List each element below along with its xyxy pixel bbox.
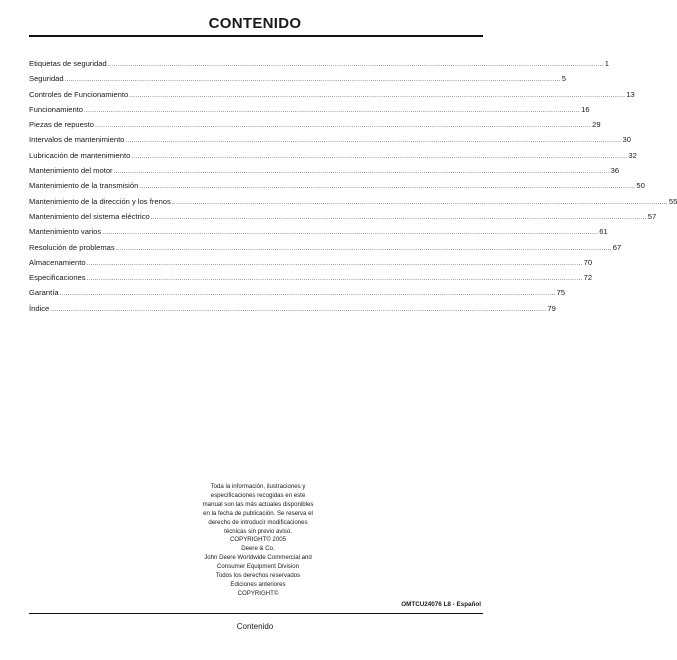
toc-entry-controles-de-funcionamiento[interactable]	[29, 89, 635, 105]
toc-page-number: 30	[622, 135, 631, 145]
toc-entry-garantia[interactable]	[29, 288, 566, 303]
title-rule	[29, 35, 483, 37]
toc-page-number: 72	[583, 273, 593, 283]
notice-line: manual son las más actuales disponibles	[202, 500, 314, 508]
toc-leader-dots: ................................................................................................................................................................................................................................................	[59, 291, 556, 298]
copyright-notice	[178, 483, 338, 599]
notice-line: COPYRIGHT©	[237, 589, 279, 597]
toc-leader-dots: ................................................................................................................................................................................................................................................	[129, 92, 626, 99]
toc-label: Mantenimiento de la dirección y los frenos	[29, 196, 171, 206]
toc-page-number: 67	[612, 242, 622, 252]
toc-leader-dots: ................................................................................................................................................................................................................................................	[113, 169, 610, 176]
toc-leader-dots: ................................................................................................................................................................................................................................................	[139, 184, 636, 191]
toc-leader-dots: ................................................................................................................................................................................................................................................	[131, 153, 628, 160]
page-footer: Contenido	[236, 622, 274, 631]
toc-page-number: 5	[561, 74, 566, 84]
toc-label: Lubricación de mantenimiento	[29, 150, 131, 160]
toc-label: Índice	[29, 303, 50, 313]
toc-entry-funcionamiento[interactable]	[29, 104, 590, 120]
toc-page-number: 70	[583, 257, 593, 267]
toc-entry-indice[interactable]	[29, 303, 556, 319]
toc-leader-dots: ................................................................................................................................................................................................................................................	[86, 276, 583, 283]
notice-line: Toda la información, ilustraciones y	[210, 483, 306, 490]
toc-page-number: 50	[636, 181, 645, 191]
toc-page-number: 61	[599, 227, 608, 237]
toc-page-number: 1	[604, 59, 609, 68]
footer-rule	[29, 613, 483, 614]
toc-page-number: 79	[547, 303, 556, 313]
toc-leader-dots: ................................................................................................................................................................................................................................................	[150, 214, 647, 221]
notice-line: Todos los derechos reservados	[215, 572, 301, 580]
toc-leader-dots: ................................................................................................................................................................................................................................................	[64, 77, 561, 84]
toc-entry-intervalos-de-mantenimiento[interactable]	[29, 135, 631, 150]
toc-leader-dots: ................................................................................................................................................................................................................................................	[125, 138, 622, 145]
toc-leader-dots: ................................................................................................................................................................................................................................................	[50, 306, 547, 313]
toc-entry-especificaciones[interactable]	[29, 273, 593, 288]
toc-entry-mantenimiento-direccion-frenos[interactable]	[29, 196, 677, 212]
toc-leader-dots: ................................................................................................................................................................................................................................................	[84, 107, 581, 114]
toc-leader-dots: ................................................................................................................................................................................................................................................	[86, 260, 583, 267]
toc-page-number: 32	[628, 150, 637, 160]
toc-leader-dots: ................................................................................................................................................................................................................................................	[171, 199, 668, 206]
toc-page-number: 13	[626, 89, 635, 99]
toc-leader-dots: ................................................................................................................................................................................................................................................	[102, 230, 599, 237]
toc-page-number: 36	[610, 166, 620, 176]
toc-page-number: 55	[668, 196, 677, 206]
toc-label: Garantía	[29, 288, 59, 298]
notice-line: Consumer Equipment Division	[217, 563, 299, 571]
notice-line: derecho de introducir modificaciones	[208, 518, 308, 526]
toc-entry-seguridad[interactable]	[29, 74, 566, 89]
toc-label: Controles de Funcionamiento	[29, 89, 129, 99]
notice-line: COPYRIGHT© 2005	[230, 536, 286, 544]
toc-label: Almacenamiento	[29, 257, 86, 267]
toc-page-number: 29	[592, 120, 601, 130]
table-of-contents	[29, 59, 677, 319]
page-title: CONTENIDO	[208, 15, 302, 32]
toc-entry-mantenimiento-del-motor[interactable]	[29, 166, 620, 181]
toc-page-number: 75	[556, 288, 566, 298]
toc-entry-resolucion-de-problemas[interactable]	[29, 242, 622, 258]
notice-line: Ediciones anteriores	[230, 580, 286, 588]
toc-leader-dots: ................................................................................................................................................................................................................................................	[107, 62, 604, 68]
toc-label: Funcionamiento	[29, 104, 84, 114]
toc-label: Mantenimiento de la transmisión	[29, 181, 139, 191]
toc-entry-mantenimiento-sistema-electrico[interactable]	[29, 211, 657, 227]
toc-page-number: 16	[581, 104, 590, 114]
toc-label: Intervalos de mantenimiento	[29, 135, 125, 145]
toc-label: Etiquetas de seguridad	[29, 59, 107, 68]
toc-entry-mantenimiento-de-la-transmision[interactable]	[29, 181, 645, 196]
toc-label: Especificaciones	[29, 273, 86, 283]
toc-label: Mantenimiento varios	[29, 227, 102, 237]
toc-label: Resolución de problemas	[29, 242, 115, 252]
notice-line: John Deere Worldwide Commercial and	[204, 554, 312, 562]
toc-entry-lubricacion-de-mantenimiento[interactable]	[29, 150, 637, 166]
toc-leader-dots: ................................................................................................................................................................................................................................................	[95, 123, 592, 130]
notice-line: Deere & Co.	[241, 545, 275, 553]
toc-page-number: 57	[647, 211, 657, 221]
toc-entry-mantenimiento-varios[interactable]	[29, 227, 608, 242]
toc-label: Piezas de repuesto	[29, 120, 95, 130]
toc-entry-etiquetas-de-seguridad[interactable]	[29, 59, 609, 74]
toc-label: Mantenimiento del sistema eléctrico	[29, 211, 150, 221]
notice-line: especificaciones recogidas en este	[210, 491, 306, 499]
toc-label: Mantenimiento del motor	[29, 166, 113, 176]
toc-leader-dots: ................................................................................................................................................................................................................................................	[115, 245, 612, 252]
notice-line: técnicas sin previo aviso.	[224, 527, 292, 535]
notice-line: en la fecha de publicación. Se reserva el	[203, 509, 313, 517]
document-code: OMTCU24076 L8 - Español	[401, 601, 481, 608]
toc-label: Seguridad	[29, 74, 64, 84]
toc-entry-almacenamiento[interactable]	[29, 257, 593, 273]
toc-entry-piezas-de-repuesto[interactable]	[29, 120, 601, 135]
